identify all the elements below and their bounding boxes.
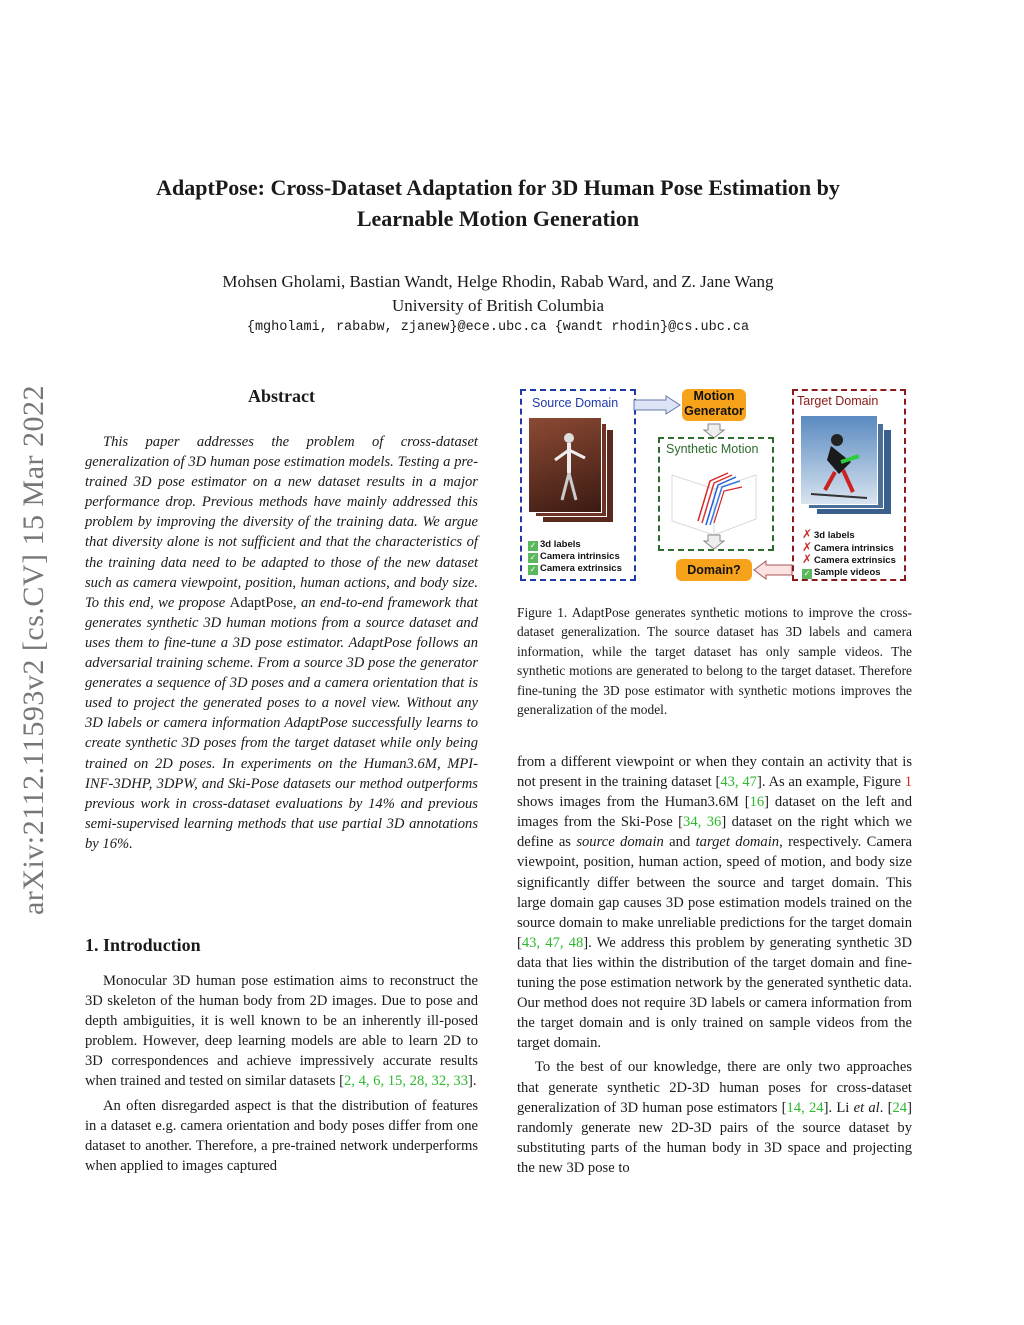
source-check-label: Camera intrinsics <box>540 551 620 562</box>
source-check-item <box>528 551 622 563</box>
figure-1 <box>520 387 912 585</box>
authors: Mohsen Gholami, Bastian Wandt, Helge Rhodin, Rabab Ward, and Z. Jane Wang <box>222 272 774 291</box>
right-paragraph-1 <box>517 752 912 1053</box>
text-run: ]. As an example, Figure <box>756 774 905 791</box>
intro-heading: 1. Introduction <box>85 935 201 955</box>
source-check-label: Camera extrinsics <box>540 563 622 574</box>
target-cross-label: Camera intrinsics <box>814 542 894 554</box>
source-check-item <box>528 539 622 551</box>
synthetic-motion-plot-icon <box>668 461 760 541</box>
source-checklist <box>528 539 622 575</box>
citation-link[interactable]: 14, 24 <box>786 1099 824 1116</box>
text-run: . [ <box>879 1099 893 1116</box>
title-line-1: AdaptPose: Cross-Dataset Adaptation for 3D Human Pose Estimation by <box>156 175 840 200</box>
right-paragraph-2 <box>517 1057 912 1178</box>
intro-p1-end: ]. <box>468 1073 477 1090</box>
arrow-down-icon <box>702 534 726 550</box>
target-domain-label: Target Domain <box>797 394 879 408</box>
figure-ref-link[interactable]: 1 <box>904 774 912 791</box>
target-cross-item <box>802 529 896 542</box>
intro-p1-citations[interactable]: 2, 4, 6, 15, 28, 32, 33 <box>343 1073 469 1090</box>
domain-label: Domain? <box>687 563 741 577</box>
text-emphasis: target domain <box>695 834 780 851</box>
target-checklist <box>802 529 896 579</box>
text-run: , respectively. Camera viewpoint, position, human action, speed of motion, and body size significantly differ between the source and target domain. This large domain gap causes 3D pose estimation models trained on the source domain to make unreliable predictions for the target domain [ <box>517 834 912 951</box>
text-run: To the best of our knowledge, there are only two approaches that generate synthetic 2D-3D human poses for cross-dataset generalization of 3D human pose estimators [ <box>517 1059 912 1116</box>
intro-paragraph-2: An often disregarded aspect is that the distribution of features in a dataset e.g. camera orientation and body poses differ from one dataset to another. Therefore, a pre-trained network underperforms when applied to images captured <box>85 1097 478 1174</box>
abstract-heading: Abstract <box>248 386 315 406</box>
target-check-item <box>802 567 896 579</box>
text-emphasis: et al <box>853 1099 880 1116</box>
target-check-label: Sample videos <box>814 566 881 578</box>
text-emphasis: source domain <box>576 834 664 851</box>
arxiv-id: arXiv:2112.11593v2 [cs.CV] 15 Mar 2022 <box>17 384 50 916</box>
text-run: ] dataset on the right which we define as <box>517 814 913 851</box>
synthetic-motion-label: Synthetic Motion <box>666 442 759 456</box>
text-run: shows images from the Human3.6M [ <box>517 794 750 811</box>
domain-discriminator-box <box>676 559 752 581</box>
cross-icon: ✗ <box>802 527 813 541</box>
citation-link[interactable]: 24 <box>892 1099 908 1116</box>
abstract-part-2: , an end-to-end framework that generates synthetic 3D human motions from a source dataset and uses them to fine-tune a 3D pose estimator. AdaptPose follows an adversarial training scheme. From a source 3D pose the generator generates a sequence of 3D poses and a camera orientation that is used to project the generated poses to a novel view. Without any 3D labels or camera information AdaptPose successfully learns to create synthetic 3D poses from the target dataset while only being trained on 2D poses. In experiments on the Human3.6M, MPI-INF-3DHP, 3DPW, and Ski-Pose datasets our method outperforms previous work in cross-dataset evaluations by 14% and previous semi-supervised learning methods that use partial 3D annotations by 16%. <box>85 594 478 852</box>
target-cross-label: 3d labels <box>814 530 855 541</box>
title-line-2: Learnable Motion Generation <box>356 206 640 231</box>
target-cross-label: Camera extrinsics <box>814 555 896 566</box>
text-run: from a different viewpoint or when they contain an activity that is not present in the training dataset [ <box>517 754 912 791</box>
affiliation: University of British Columbia <box>391 296 605 315</box>
check-icon: ✓ <box>803 568 811 578</box>
motion-generator-box <box>682 389 746 421</box>
citation-link[interactable]: 43, 47 <box>720 774 757 791</box>
source-check-item <box>528 563 622 575</box>
abstract-text <box>85 432 478 854</box>
check-icon: ✓ <box>529 553 537 562</box>
check-icon: ✓ <box>529 541 537 550</box>
emails: {mgholami, rababw, zjanew}@ece.ubc.ca {wandt rhodin}@cs.ubc.ca <box>246 320 750 335</box>
intro-body <box>85 971 478 1176</box>
cross-icon: ✗ <box>802 539 813 554</box>
skier-icon <box>801 416 877 504</box>
figure-caption: Figure 1. AdaptPose generates synthetic motions to improve the cross-dataset generalization. The source dataset has 3D labels and camera information, while the target dataset has only sample videos. The synthetic motions are generated to belong to the target dataset. Therefore fine-tuning the 3D pose estimator with synthetic motions improves the generalization of the model. <box>517 605 912 718</box>
target-cross-item <box>802 539 896 555</box>
check-icon: ✓ <box>529 565 537 574</box>
intro-paragraph-1 <box>85 971 478 1092</box>
paper-title <box>80 172 916 234</box>
citation-link[interactable]: 43, 47, 48 <box>521 934 584 951</box>
citation-link[interactable]: 16 <box>749 794 765 811</box>
abstract-method-name: AdaptPose <box>229 594 293 611</box>
source-domain-label: Source Domain <box>532 396 619 410</box>
abstract-part-1: This paper addresses the problem of cross-dataset generalization of 3D human pose estimation models. Testing a pre-trained 3D pose estimator on a new dataset results in a major performance drop. Previous methods have mainly addressed this problem by improving the diversity of the training data. We argue that diversity alone is not sufficient and that the characteristics of the training data need to be adapted to those of the new dataset such as camera viewpoint, position, human actions, and body size. To this end, we propose <box>85 434 478 611</box>
intro-p1-text: Monocular 3D human pose estimation aims to reconstruct the 3D skeleton of the human body from 2D images. Due to pose and depth ambiguities, it is well known to be an inherently ill-posed problem. However, deep learning models are able to learn 2D to 3D correspondences and achieve impressively accurate results when trained and tested on similar datasets [ <box>85 973 478 1090</box>
citation-link[interactable]: 34, 36 <box>683 814 722 831</box>
text-run: and <box>663 834 696 851</box>
source-person-icon <box>529 418 601 512</box>
generator-label-1: Motion <box>693 389 735 403</box>
target-image-front <box>800 415 878 505</box>
author-block <box>80 270 916 318</box>
generator-label-2: Generator <box>684 404 744 418</box>
text-run: ] randomly generate new 2D-3D pairs of the source dataset by substituting parts of the human body in 3D space and projecting the new 3D pose to <box>517 1099 912 1176</box>
arrow-left-icon <box>752 560 794 580</box>
right-column-body <box>517 752 912 1178</box>
target-cross-item <box>802 554 896 567</box>
text-run: ]. We address this problem by generating synthetic 3D data that lies within the distribution of the target domain and fine-tuning the pose estimation network by the generated synthetic data. Our method does not require 3D labels or camera information from the target domain and is only trained on sample videos from the target domain. <box>517 934 912 1052</box>
arxiv-sidebar <box>14 355 54 945</box>
text-run: ] dataset on the left and images from the Ski-Pose [ <box>517 794 912 831</box>
cross-icon: ✗ <box>802 552 813 566</box>
source-image-front <box>528 417 602 513</box>
source-check-label: 3d labels <box>540 539 581 550</box>
text-run: ]. Li <box>823 1099 854 1116</box>
arrow-right-icon <box>632 395 682 415</box>
